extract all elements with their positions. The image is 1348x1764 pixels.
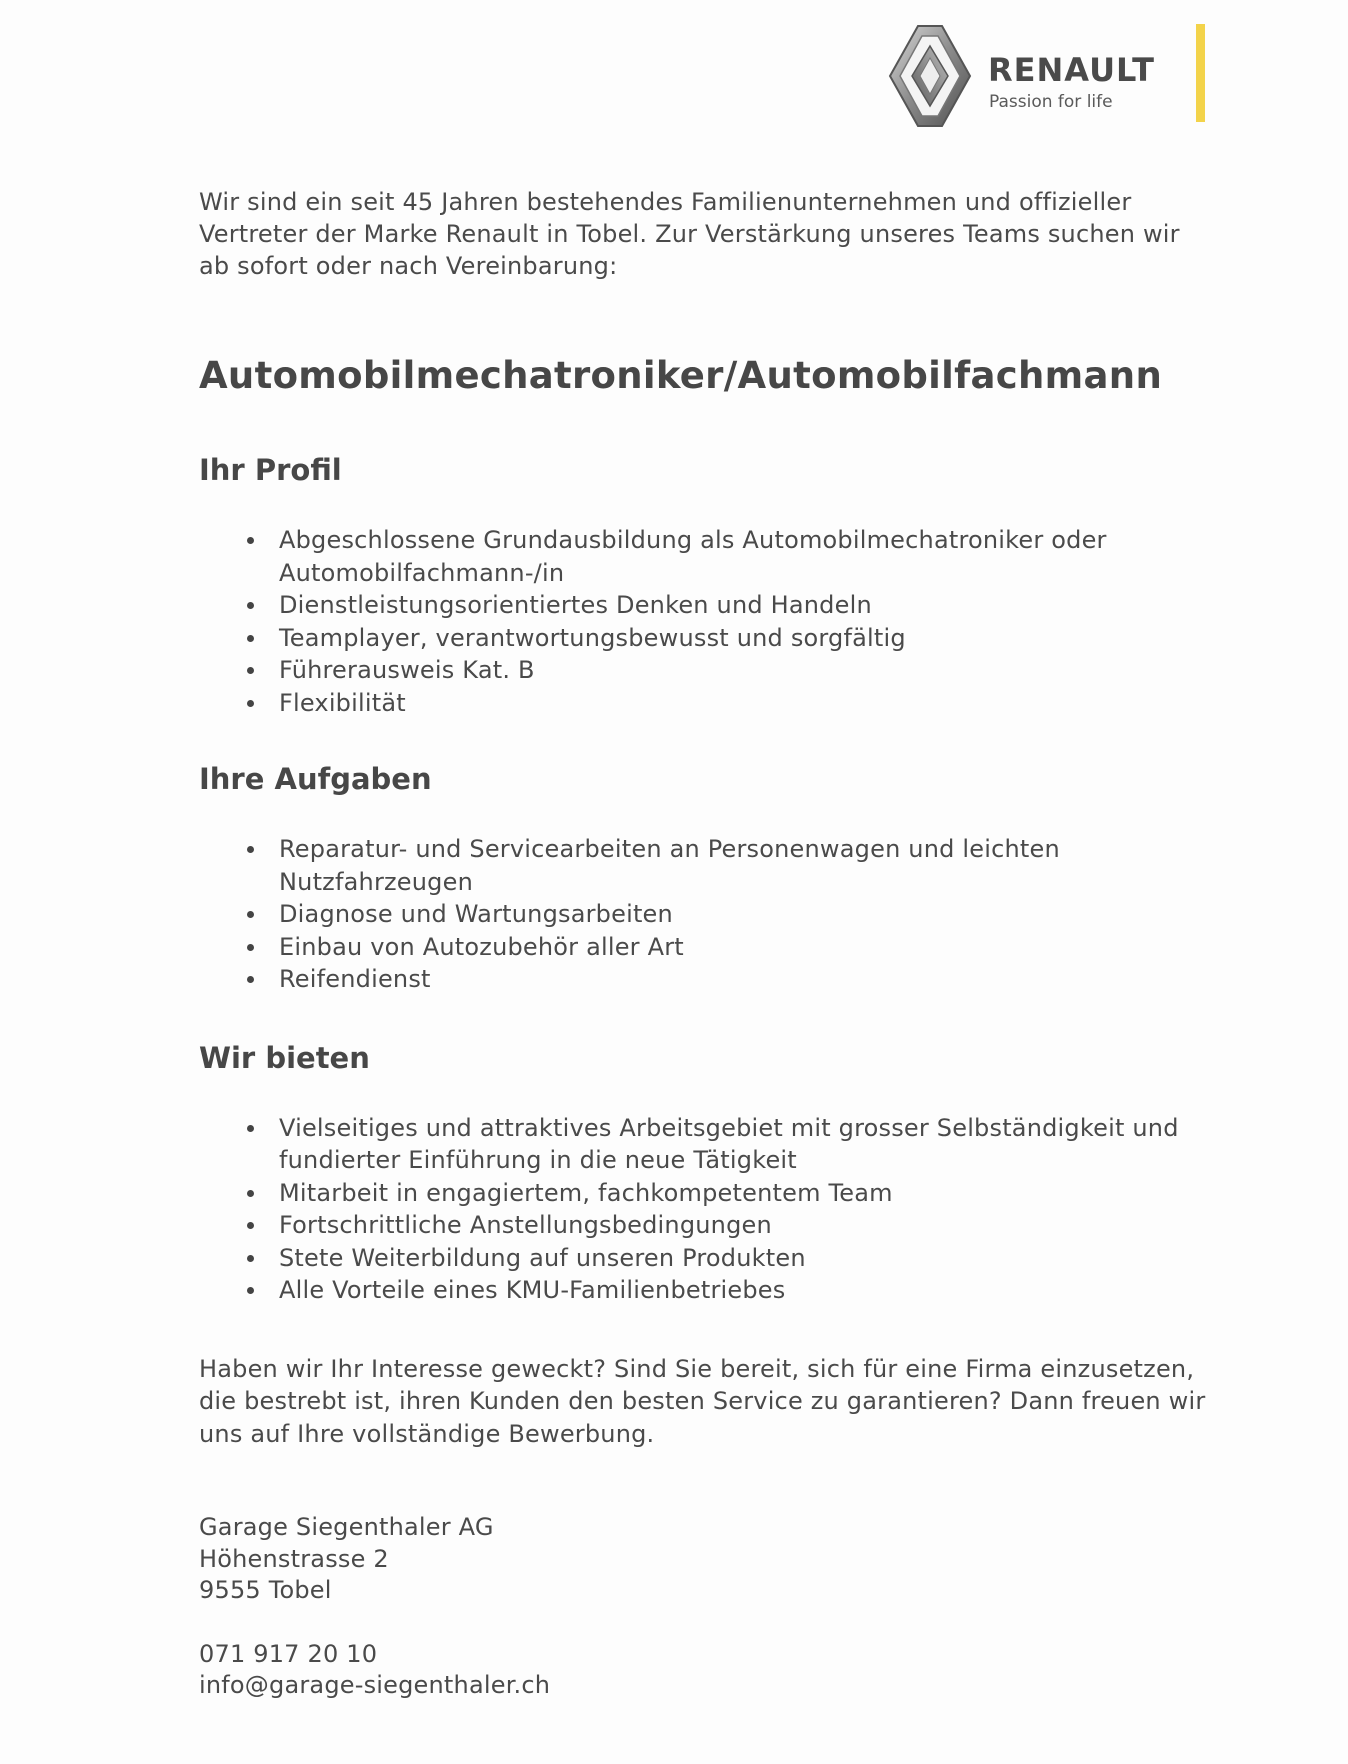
list-item: Flexibilität <box>247 687 1209 720</box>
bullet-icon <box>247 1287 254 1294</box>
list-item: Mitarbeit in engagiertem, fachkompetentem Team <box>247 1177 1209 1210</box>
list-item: Reifendienst <box>247 963 1209 996</box>
list-item: Dienstleistungsorientiertes Denken und Handeln <box>247 589 1209 622</box>
bullet-icon <box>247 976 254 983</box>
intro-paragraph: Wir sind ein seit 45 Jahren bestehendes Familienunternehmen und offizieller Vertreter der Marke Renault in Tobel. Zur Verstärkung unseres Teams suchen wir ab sofort oder nach Vereinbarung: <box>199 188 1180 280</box>
tasks-list <box>199 833 1209 996</box>
profile-list <box>199 524 1209 719</box>
tasks-heading: Ihre Aufgaben <box>199 762 432 796</box>
bullet-icon <box>247 1190 254 1197</box>
list-item: Fortschrittliche Anstellungsbedingungen <box>247 1209 1209 1242</box>
offer-list <box>199 1112 1209 1307</box>
bullet-icon <box>247 602 254 609</box>
bullet-icon <box>247 1255 254 1262</box>
logo-tagline: Passion for life <box>989 92 1113 112</box>
job-ad-body <box>199 186 1209 1702</box>
list-item: Vielseitiges und attraktives Arbeitsgebiet mit grosser Selbständigkeit und fundierter Einführung in die neue Tätigkeit <box>247 1112 1209 1177</box>
list-item: Einbau von Autozubehör aller Art <box>247 931 1209 964</box>
list-item: Reparatur- und Servicearbeiten an Personenwagen und leichten Nutzfahrzeugen <box>247 833 1209 898</box>
bullet-icon <box>247 944 254 951</box>
profile-heading: Ihr Profil <box>199 453 342 487</box>
bullet-icon <box>247 1222 254 1229</box>
list-item: Diagnose und Wartungsarbeiten <box>247 898 1209 931</box>
phone-number: 071 917 20 10 <box>199 1639 378 1668</box>
list-item: Führerausweis Kat. B <box>247 654 1209 687</box>
renault-diamond-icon <box>888 24 972 128</box>
renault-logo <box>888 24 1208 128</box>
bullet-icon <box>247 911 254 918</box>
list-item: Teamplayer, verantwortungsbewusst und sorgfältig <box>247 622 1209 655</box>
list-item: Abgeschlossene Grundausbildung als Automobilmechatroniker oder Automobilfachmann-/in <box>247 524 1209 589</box>
logo-accent-bar <box>1196 24 1205 122</box>
contact-info <box>199 1639 1209 1702</box>
logo-brand-name: RENAULT <box>988 51 1155 89</box>
company-address <box>199 1512 1209 1607</box>
job-title: Automobilmechatroniker/Automobilfachmann <box>199 354 1163 397</box>
bullet-icon <box>247 700 254 707</box>
list-item: Alle Vorteile eines KMU-Familienbetriebes <box>247 1274 1209 1307</box>
bullet-icon <box>247 537 254 544</box>
closing-paragraph: Haben wir Ihr Interesse geweckt? Sind Sie bereit, sich für eine Firma einzusetzen, die bestrebt ist, ihren Kunden den besten Service zu garantieren? Dann freuen wir uns auf Ihre vollständige Bewerbung. <box>199 1354 1206 1448</box>
street-address: Höhenstrasse 2 <box>199 1544 389 1573</box>
bullet-icon <box>247 667 254 674</box>
bullet-icon <box>247 635 254 642</box>
list-item: Stete Weiterbildung auf unseren Produkten <box>247 1242 1209 1275</box>
company-name: Garage Siegenthaler AG <box>199 1513 494 1541</box>
postal-city: 9555 Tobel <box>199 1576 332 1604</box>
bullet-icon <box>247 846 254 853</box>
offer-heading: Wir bieten <box>199 1040 370 1075</box>
email-address: info@garage-siegenthaler.ch <box>199 1671 551 1699</box>
bullet-icon <box>247 1125 254 1132</box>
